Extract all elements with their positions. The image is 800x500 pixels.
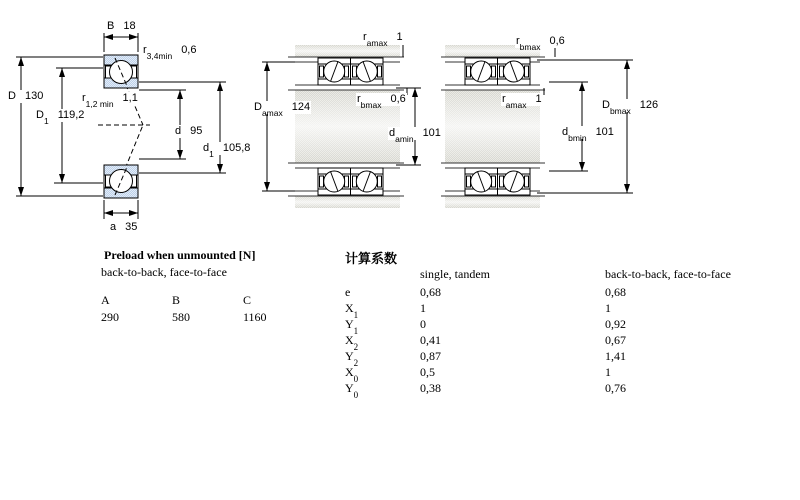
dim-symbol: D — [8, 90, 16, 102]
dim-subscript: bmin — [568, 133, 587, 144]
dim-symbol: r — [82, 92, 86, 104]
dim-value: 101 — [595, 126, 614, 138]
calc-value-btb: 1,41 — [605, 349, 626, 363]
calc-row-x1 — [0, 301, 800, 321]
factor-subscript: 2 — [353, 358, 359, 369]
dim-subscript: 1 — [43, 116, 49, 127]
factor-subscript: 1 — [353, 326, 359, 337]
factor-base: Y — [345, 317, 354, 331]
factor-subscript: 2 — [353, 342, 359, 353]
factor-base: X — [345, 365, 354, 379]
dim-symbol: D — [602, 99, 610, 111]
dim-symbol: r — [502, 93, 506, 105]
factor-base: e — [345, 285, 351, 299]
calc-factor-label — [345, 381, 359, 401]
calc-value-btb: 0,68 — [605, 285, 626, 299]
dim-symbol: d — [562, 126, 569, 138]
dim-subscript: 1 — [209, 149, 214, 160]
dim-label-rbmax — [356, 93, 407, 111]
bearing-pair-bottom — [318, 168, 383, 195]
dim-label-Damax — [253, 101, 311, 119]
dim-label-damin — [388, 127, 442, 145]
dim-value: 130 — [24, 90, 44, 102]
calc-value-single: 0,38 — [420, 381, 441, 395]
dim-label-a — [109, 221, 138, 234]
dim-label-d1 — [202, 142, 251, 160]
bearing-section-bottom — [104, 165, 138, 198]
dim-value: 0,6 — [390, 93, 406, 105]
calc-title: 计算系数 — [345, 251, 398, 266]
bearing-pair-bottom — [465, 168, 530, 195]
calc-value-btb: 0,76 — [605, 381, 626, 395]
factor-base: X — [345, 301, 354, 315]
dim-label-r34min — [142, 44, 197, 62]
dim-value: 0,6 — [181, 44, 197, 56]
calc-factor-label — [345, 285, 350, 300]
calc-value-btb: 0,92 — [605, 317, 626, 331]
factor-base: Y — [345, 349, 354, 363]
preload-value-c: 1160 — [243, 310, 267, 324]
dim-subscript: bmax — [519, 42, 541, 53]
dim-subscript: amax — [261, 108, 283, 119]
dim-label-B — [106, 20, 137, 33]
preload-header-b: B — [172, 293, 181, 307]
dim-value: 35 — [125, 221, 138, 233]
calc-factor-label — [345, 333, 359, 353]
dim-label-d — [174, 125, 203, 138]
dim-subscript: amin — [395, 134, 414, 145]
dim-value: 124 — [291, 101, 311, 113]
bearing-section-top — [104, 55, 138, 88]
factor-subscript: 0 — [353, 374, 359, 385]
preload-header-c: C — [243, 293, 252, 307]
dim-label-D1 — [35, 109, 85, 127]
calc-value-btb: 0,67 — [605, 333, 626, 347]
dim-value: 1,1 — [122, 92, 138, 104]
dim-value: 105,8 — [222, 142, 251, 154]
dim-subscript: 1,2 min — [85, 99, 114, 110]
dim-value: 18 — [123, 20, 136, 32]
preload-value-a: 290 — [101, 310, 119, 324]
calc-value-single: 0,41 — [420, 333, 441, 347]
preload-header-a: A — [101, 293, 110, 307]
dim-label-D — [7, 90, 44, 103]
dim-value: 126 — [639, 99, 659, 111]
factor-subscript: 1 — [353, 310, 359, 321]
dim-symbol: d — [389, 127, 396, 139]
calc-value-single: 1 — [420, 301, 426, 315]
calc-value-single: 0,68 — [420, 285, 441, 299]
dim-value: 101 — [422, 127, 441, 139]
dim-subscript: 3,4min — [146, 51, 173, 62]
dim-symbol: r — [143, 44, 147, 56]
dim-value: 119,2 — [57, 109, 85, 121]
calc-row-x2 — [0, 333, 800, 353]
dim-label-dbmin — [561, 126, 615, 144]
calc-factor-label — [345, 317, 359, 337]
factor-base: X — [345, 333, 354, 347]
dim-symbol: r — [516, 35, 520, 47]
dim-symbol: r — [363, 31, 367, 43]
calc-factor-label — [345, 301, 359, 321]
dim-subscript: bmax — [609, 106, 631, 117]
dim-label-r12min — [81, 92, 139, 110]
calc-factor-label — [345, 349, 359, 369]
dim-symbol: D — [36, 109, 44, 121]
preload-subtitle: back-to-back, face-to-face — [101, 265, 227, 279]
calc-value-single: 0,87 — [420, 349, 441, 363]
dim-subscript: bmax — [360, 100, 382, 111]
dim-symbol: B — [107, 20, 115, 32]
calc-value-btb: 1 — [605, 301, 611, 315]
dim-symbol: d — [175, 125, 182, 137]
calc-row-y2 — [0, 349, 800, 369]
dim-value: 0,6 — [549, 35, 565, 47]
dim-symbol: r — [357, 93, 361, 105]
factor-base: Y — [345, 381, 354, 395]
dim-label-Dbmax — [601, 99, 659, 117]
dim-value: 95 — [190, 125, 203, 137]
calc-row-y0 — [0, 381, 800, 401]
factor-subscript: 0 — [353, 390, 359, 401]
calc-header-row — [0, 267, 800, 283]
dim-label-rbmax-b — [515, 35, 566, 53]
calc-factor-label — [345, 365, 359, 385]
dim-label-ramax-b — [501, 93, 543, 111]
dim-symbol: a — [110, 221, 117, 233]
bearing-pair-top — [318, 58, 383, 85]
dim-value: 1 — [535, 93, 542, 105]
calc-value-single: 0,5 — [420, 365, 435, 379]
dim-symbol: D — [254, 101, 262, 113]
calc-row-x0 — [0, 365, 800, 385]
dim-symbol: d — [203, 142, 210, 154]
bearing-pair-top — [465, 58, 530, 85]
preload-title: Preload when unmounted [N] — [104, 248, 256, 262]
calc-value-btb: 1 — [605, 365, 611, 379]
dim-subscript: amax — [366, 38, 388, 49]
dim-subscript: amax — [505, 100, 527, 111]
preload-value-b: 580 — [172, 310, 190, 324]
calc-row-e — [0, 285, 800, 301]
dim-label-ramax — [362, 31, 404, 49]
dim-value: 1 — [396, 31, 403, 43]
calc-row-y1 — [0, 317, 800, 337]
calc-col-btb-header: back-to-back, face-to-face — [605, 267, 731, 281]
calc-value-single: 0 — [420, 317, 426, 331]
calc-col-single-header: single, tandem — [420, 267, 490, 281]
